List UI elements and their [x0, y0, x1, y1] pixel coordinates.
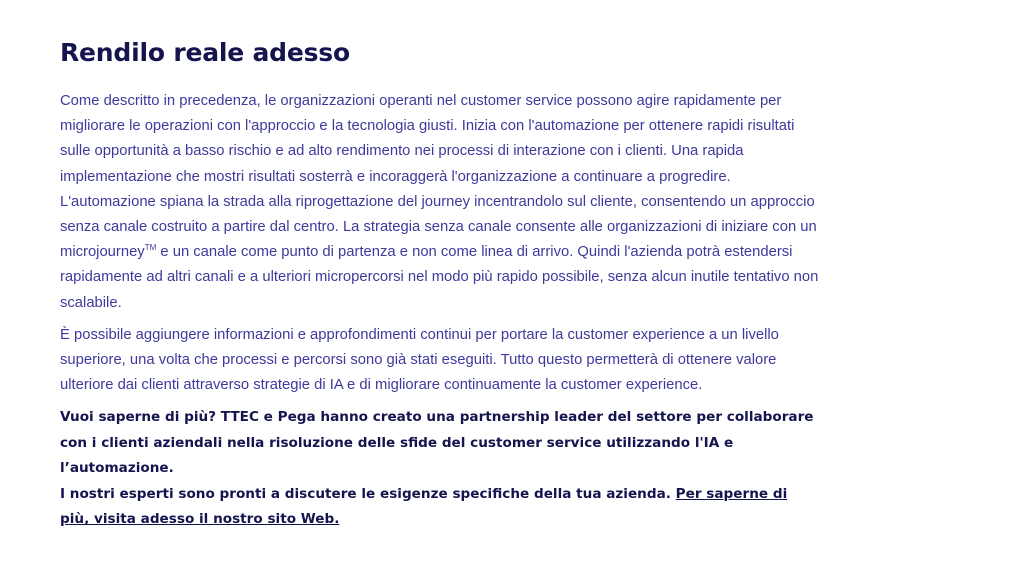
paragraph-1-text-end: e un canale come punto di partenza e non come linea di arrivo. Quindi l'azienda potrà estendersi rapidamente ad altri canali e a ulteriori micropercorsi nel modo più rapido possibile, senza alcun inutile tentativo non scalabile. — [60, 244, 819, 311]
website-link[interactable]: Per saperne di più, visita adesso il nostro sito Web. — [60, 485, 788, 528]
body-paragraph-2: È possibile aggiungere informazioni e approfondimenti continui per portare la customer experience a un livello superiore, una volta che processi e percorsi sono già stati eseguiti. Tutto questo permetterà di ottenere valore ulteriore dai clienti attraverso strategie di IA e di migliorare continuamente la customer experience. — [60, 326, 779, 394]
page-title: Rendilo reale adesso — [60, 38, 350, 67]
body-paragraph-1 — [60, 89, 820, 316]
call-to-action — [60, 405, 820, 533]
cta-line-1: Vuoi saperne di più? TTEC e Pega hanno creato una partnership leader del settore per collaborare con i clienti aziendali nella risoluzione delle sfide del customer service utilizzando l'IA e l’automazione. — [60, 409, 814, 477]
trademark-symbol: TM — [144, 243, 157, 253]
article-section — [60, 36, 820, 533]
cta-line-2: I nostri esperti sono pronti a discutere le esigenze specifiche della tua azienda. — [60, 485, 676, 502]
paragraph-1-text-start: Come descritto in precedenza, le organizzazioni operanti nel customer service possono agire rapidamente per migliorare le operazioni con l'approccio e la tecnologia giusti. Inizia con l'automazione per ottenere rapidi risultati sulle opportunità a basso rischio e ad alto rendimento nei processi di interazione con i clienti. Una rapida implementazione che mostri risultati sosterrà e incoraggerà l'organizzazione a continuare a progredire. L'automazione spiana la strada alla riprogettazione del journey incentrandolo sul cliente, consentendo un approccio senza canale costruito a partire dal centro. La strategia senza canale consente alle organizzazioni di iniziare con un microjourney — [60, 93, 817, 261]
